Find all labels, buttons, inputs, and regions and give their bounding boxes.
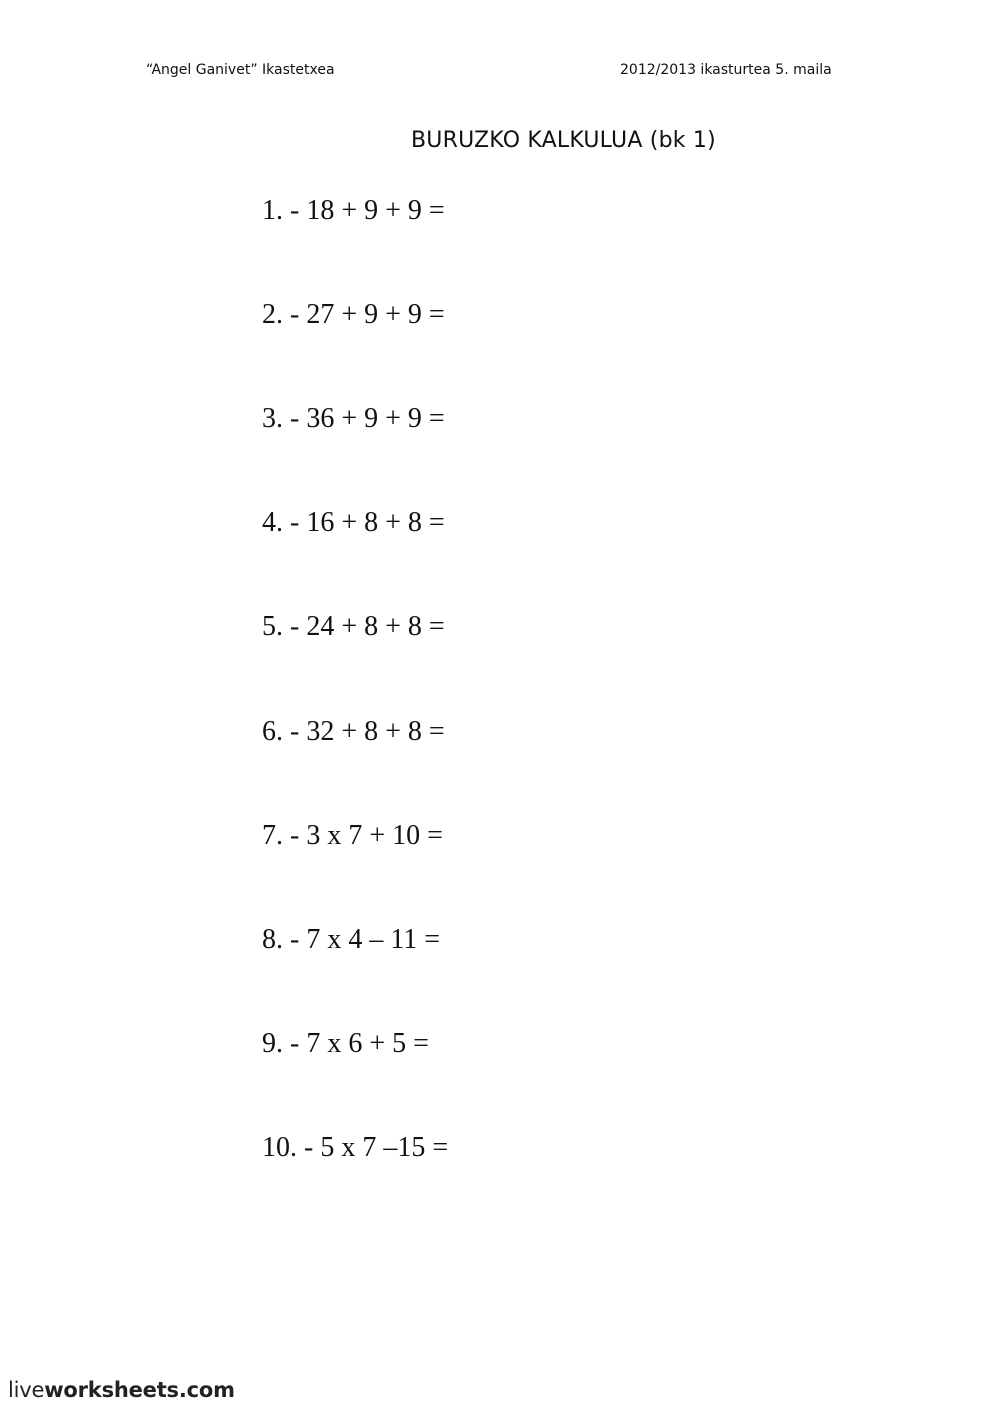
exercise-item: 9. - 7 x 6 + 5 = [262,1028,429,1059]
logo-light-text: live [8,1378,45,1402]
liveworksheets-logo [8,1378,235,1402]
exercise-item: 10. - 5 x 7 –15 = [262,1132,449,1163]
exercise-item: 6. - 32 + 8 + 8 = [262,716,445,747]
logo-bold-text: worksheets.com [44,1378,235,1402]
worksheet-title: BURUZKO KALKULUA (bk 1) [411,128,716,153]
exercise-item: 2. - 27 + 9 + 9 = [262,299,445,330]
exercise-item: 5. - 24 + 8 + 8 = [262,611,445,642]
exercise-item: 1. - 18 + 9 + 9 = [262,195,445,226]
course-year: 2012/2013 ikasturtea 5. maila [620,62,832,78]
exercise-item: 8. - 7 x 4 – 11 = [262,924,441,955]
exercise-item: 3. - 36 + 9 + 9 = [262,403,445,434]
school-name: “Angel Ganivet” Ikastetxea [146,62,335,78]
exercise-item: 4. - 16 + 8 + 8 = [262,507,445,538]
exercise-item: 7. - 3 x 7 + 10 = [262,820,443,851]
